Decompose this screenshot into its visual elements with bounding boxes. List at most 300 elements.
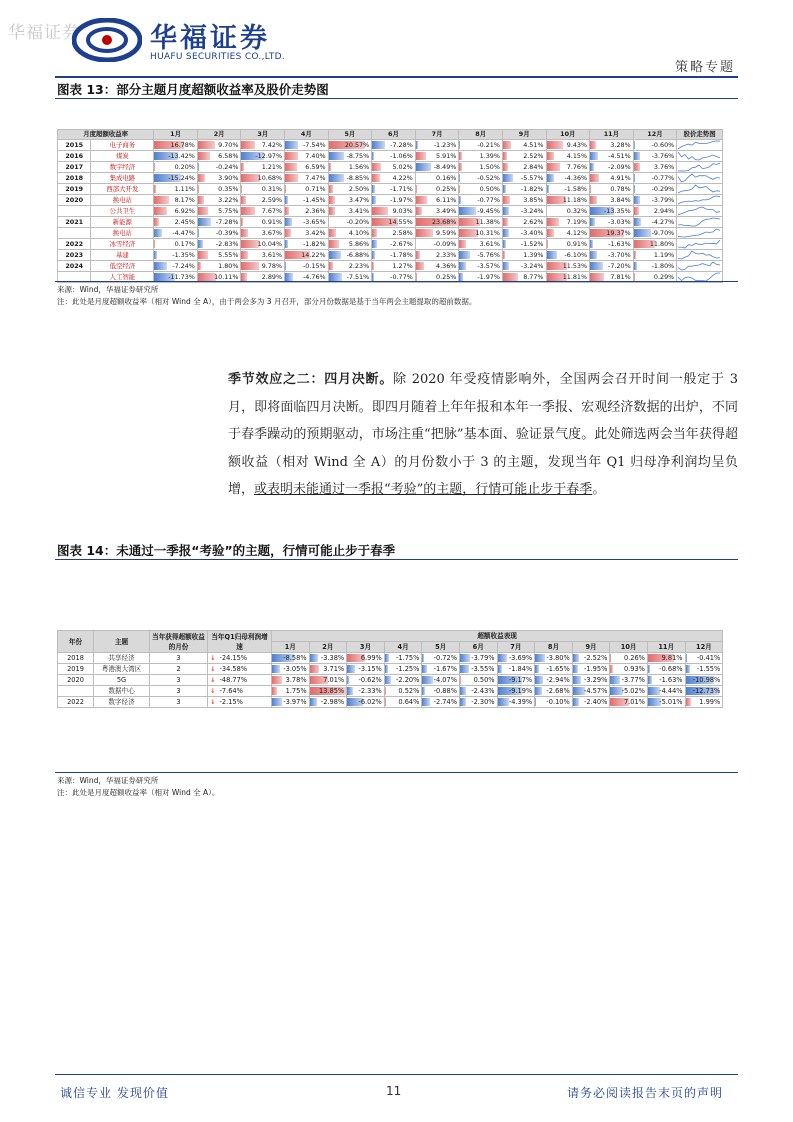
excess-return-cell: [647, 664, 685, 675]
data-bar: [285, 196, 288, 204]
excess-return-value: 3.41%: [348, 206, 370, 215]
excess-return-cell: [633, 140, 677, 151]
month-header: 9月: [572, 642, 610, 653]
table-row: [58, 686, 723, 697]
table-row: [58, 239, 723, 250]
excess-return-cell: [328, 173, 372, 184]
excess-return-cell: [372, 173, 416, 184]
data-bar: [634, 229, 651, 237]
table-row: [58, 195, 723, 206]
excess-return-value: -1.63%: [608, 239, 631, 248]
excess-return-cell: [197, 140, 241, 151]
excess-return-value: -3.77%: [621, 676, 645, 684]
data-bar: [154, 207, 166, 215]
table-row: [58, 206, 723, 217]
excess-return-value: -1.95%: [584, 665, 608, 673]
excess-return-value: -5.02%: [621, 687, 645, 695]
data-bar: [416, 196, 427, 204]
excess-return-cell: [272, 653, 310, 664]
data-bar: [329, 174, 345, 182]
trend-line: [678, 218, 720, 226]
year-cell: 2015: [58, 140, 91, 151]
excess-return-cell: [497, 686, 535, 697]
data-bar: [503, 207, 509, 215]
data-bar: [573, 698, 579, 706]
excess-return-cell: [415, 239, 459, 250]
data-bar: [285, 229, 291, 237]
data-bar: [503, 262, 509, 270]
excess-return-value: -4.44%: [659, 687, 683, 695]
excess-return-cell: [633, 173, 677, 184]
excess-return-cell: [502, 250, 546, 261]
excess-return-cell: [546, 195, 590, 206]
theme-cell: 西部大开发: [91, 184, 154, 195]
data-bar: [422, 687, 424, 695]
trend-sparkline-cell: [677, 261, 723, 272]
excess-return-value: 2.33%: [436, 250, 457, 259]
excess-return-value: 20.57%: [344, 140, 370, 149]
excess-return-value: 14.55%: [388, 217, 413, 226]
trend-sparkline-cell: [677, 162, 723, 173]
theme-cell: 人工智能: [91, 272, 154, 283]
data-bar: [503, 196, 510, 204]
excess-return-cell: [347, 697, 385, 708]
excess-return-value: -3.70%: [608, 250, 631, 259]
data-bar: [372, 207, 388, 215]
q1-growth-cell: [208, 653, 272, 664]
data-bar: [459, 174, 460, 182]
excess-return-value: 0.16%: [436, 173, 457, 182]
excess-return-value: -4.76%: [303, 272, 326, 281]
excess-return-cell: [372, 151, 416, 162]
table-row: [58, 697, 723, 708]
figure-14-title: 图表 14：未通过一季报“考验”的主题，行情可能止步于春季: [57, 543, 396, 558]
excess-return-cell: [415, 195, 459, 206]
footer-disclaimer: 请务必阅读报告末页的声明: [566, 1086, 723, 1100]
trend-sparkline: [677, 151, 721, 161]
excess-return-cell: [459, 675, 497, 686]
down-arrow-icon: ↓: [210, 654, 216, 662]
data-bar: [310, 654, 319, 662]
excess-return-cell: [241, 217, 285, 228]
header-theme: 主题: [94, 631, 150, 653]
excess-return-cell: [285, 151, 329, 162]
excess-return-cell: [285, 261, 329, 272]
excess-return-value: -0.77%: [477, 195, 500, 204]
data-bar: [329, 251, 341, 259]
excess-return-value: 1.27%: [392, 261, 413, 270]
excess-return-value: 6.11%: [436, 195, 457, 204]
excess-return-value: -4.27%: [651, 217, 675, 226]
data-bar: [648, 665, 650, 673]
excess-return-value: 7.42%: [261, 140, 283, 149]
excess-return-cell: [197, 151, 241, 162]
data-bar: [154, 218, 158, 226]
excess-return-value: -2.74%: [433, 698, 457, 706]
trend-line: [678, 240, 720, 248]
excess-return-value: -1.23%: [433, 140, 457, 149]
excess-return-cell: [502, 228, 546, 239]
data-bar: [503, 152, 507, 160]
excess-return-value: -4.07%: [433, 676, 457, 684]
data-bar: [498, 654, 508, 662]
excess-return-cell: [415, 162, 459, 173]
excess-return-cell: [459, 184, 503, 195]
excess-return-value: 1.19%: [653, 250, 675, 259]
data-bar: [272, 687, 277, 695]
table-row: [58, 675, 723, 686]
month-header: 11月: [647, 642, 685, 653]
excess-month-count-cell: 3: [150, 675, 208, 686]
year-cell: 2020: [58, 195, 91, 206]
excess-return-cell: [546, 151, 590, 162]
excess-return-value: 2.23%: [348, 261, 370, 270]
data-bar: [347, 665, 355, 673]
excess-return-cell: [590, 140, 634, 151]
excess-return-cell: [502, 151, 546, 162]
theme-cell: 电子商务: [91, 140, 154, 151]
excess-return-value: -0.72%: [433, 654, 457, 662]
excess-return-cell: [154, 217, 198, 228]
trend-sparkline-cell: [677, 228, 723, 239]
q1-growth-cell: [208, 686, 272, 697]
excess-return-value: 10.04%: [257, 239, 283, 248]
watermark: 华福证券: [8, 23, 80, 43]
excess-return-cell: [154, 162, 198, 173]
data-bar: [634, 174, 635, 182]
trend-sparkline: [677, 173, 721, 183]
data-bar: [634, 273, 635, 281]
trend-sparkline-cell: [677, 173, 723, 184]
excess-return-cell: [328, 228, 372, 239]
excess-return-cell: [502, 195, 546, 206]
data-bar: [285, 273, 293, 281]
table-row: [58, 217, 723, 228]
excess-return-value: -1.65%: [546, 665, 570, 673]
down-arrow-icon: ↓: [210, 676, 216, 684]
month-header: 10月: [610, 642, 648, 653]
data-bar: [547, 163, 561, 171]
excess-return-value: -1.06%: [390, 151, 413, 160]
table-row: [58, 228, 723, 239]
excess-return-value: -1.82%: [520, 184, 544, 193]
excess-return-cell: [241, 261, 285, 272]
trend-sparkline-cell: [677, 195, 723, 206]
excess-return-value: 7.81%: [610, 272, 631, 281]
excess-return-cell: [502, 162, 546, 173]
excess-return-cell: [285, 184, 329, 195]
excess-return-cell: [422, 653, 460, 664]
trend-sparkline: [677, 206, 721, 216]
table-row: [58, 653, 723, 664]
excess-return-value: 3.28%: [610, 140, 631, 149]
excess-return-cell: [285, 173, 329, 184]
excess-return-value: -1.97%: [390, 195, 413, 204]
excess-return-value: -7.54%: [303, 140, 326, 149]
excess-return-cell: [328, 217, 372, 228]
excess-return-value: -12.97%: [255, 151, 283, 160]
excess-return-cell: [309, 675, 347, 686]
excess-return-value: -3.65%: [303, 217, 326, 226]
excess-return-cell: [459, 261, 503, 272]
excess-return-cell: [372, 261, 416, 272]
excess-return-value: 1.56%: [348, 162, 370, 171]
excess-return-value: 13.85%: [319, 687, 345, 695]
excess-return-cell: [685, 697, 723, 708]
excess-return-cell: [415, 228, 459, 239]
trend-sparkline: [677, 250, 721, 260]
trend-sparkline: [677, 195, 721, 205]
excess-return-value: 4.12%: [566, 228, 588, 237]
month-header: 4月: [384, 642, 422, 653]
excess-return-cell: [459, 173, 503, 184]
excess-return-value: 1.80%: [218, 261, 239, 270]
excess-return-value: -3.97%: [283, 698, 307, 706]
data-bar: [372, 174, 379, 182]
data-bar: [241, 207, 255, 215]
excess-return-cell: [154, 184, 198, 195]
excess-return-value: 1.39%: [479, 151, 500, 160]
excess-return-cell: [241, 140, 285, 151]
excess-return-cell: [590, 151, 634, 162]
trend-line: [678, 273, 720, 281]
excess-return-cell: [241, 184, 285, 195]
excess-return-cell: [610, 697, 648, 708]
data-bar: [385, 665, 388, 673]
excess-return-value: -1.82%: [303, 239, 326, 248]
data-bar: [460, 676, 461, 684]
excess-return-value: -3.15%: [358, 665, 382, 673]
year-cell: 2023: [58, 250, 91, 261]
figure-13-bottom-rule: [55, 281, 738, 282]
data-bar: [385, 687, 386, 695]
excess-return-cell: [415, 206, 459, 217]
excess-return-value: -1.52%: [520, 239, 544, 248]
excess-return-value: -0.41%: [696, 654, 721, 662]
data-bar: [573, 687, 585, 695]
excess-return-cell: [459, 239, 503, 250]
excess-return-value: 0.17%: [174, 239, 195, 248]
data-bar: [198, 218, 211, 226]
excess-return-value: -8.58%: [283, 654, 307, 662]
excess-return-value: 0.52%: [398, 687, 420, 695]
excess-return-cell: [633, 261, 677, 272]
excess-return-value: -3.80%: [546, 654, 570, 662]
excess-return-cell: [197, 250, 241, 261]
excess-return-cell: [610, 686, 648, 697]
excess-return-value: -3.79%: [471, 654, 495, 662]
excess-return-cell: [546, 140, 590, 151]
excess-return-cell: [572, 686, 610, 697]
q1-growth-cell: [208, 675, 272, 686]
down-arrow-icon: ↓: [210, 687, 216, 695]
data-bar: [347, 687, 353, 695]
figure-13-source: 来源：Wind，华福证券研究所: [57, 285, 159, 294]
excess-return-value: -3.03%: [608, 217, 631, 226]
excess-return-value: -8.85%: [346, 173, 370, 182]
excess-return-cell: [633, 162, 677, 173]
excess-return-cell: [154, 151, 198, 162]
excess-return-value: -1.71%: [390, 184, 413, 193]
excess-month-count-cell: 2: [150, 664, 208, 675]
header-excess-performance: 超额收益表现: [272, 631, 723, 642]
data-bar: [241, 273, 246, 281]
data-bar: [547, 174, 555, 182]
excess-return-cell: [154, 239, 198, 250]
excess-return-cell: [459, 151, 503, 162]
trend-sparkline-cell: [677, 250, 723, 261]
excess-return-value: -1.45%: [303, 195, 326, 204]
excess-return-value: -0.52%: [477, 173, 500, 182]
q1-growth-value: -2.15%: [219, 698, 243, 706]
data-bar: [422, 654, 424, 662]
excess-return-cell: [633, 217, 677, 228]
excess-return-value: 2.50%: [348, 184, 370, 193]
data-bar: [385, 698, 387, 706]
year-cell: 2019: [58, 664, 94, 675]
data-bar: [241, 218, 243, 226]
data-bar: [198, 141, 215, 149]
paragraph-lead: 季节效应之二：四月决断。: [228, 372, 394, 387]
excess-return-value: -7.20%: [608, 261, 631, 270]
data-bar: [329, 185, 333, 193]
data-bar: [285, 163, 297, 171]
table-row: [58, 261, 723, 272]
data-bar: [272, 676, 282, 684]
data-bar: [460, 654, 470, 662]
excess-return-value: 4.22%: [392, 173, 413, 182]
excess-return-cell: [272, 697, 310, 708]
data-bar: [241, 196, 246, 204]
excess-return-cell: [347, 653, 385, 664]
year-cell: 2022: [58, 697, 94, 708]
data-bar: [503, 240, 506, 248]
data-bar: [459, 251, 469, 259]
excess-return-value: -9.70%: [651, 228, 675, 237]
excess-return-value: -3.69%: [508, 654, 533, 662]
excess-return-value: 9.78%: [261, 261, 283, 270]
data-bar: [535, 665, 539, 673]
excess-return-cell: [459, 664, 497, 675]
excess-return-cell: [328, 162, 372, 173]
excess-return-value: 2.94%: [653, 206, 675, 215]
data-bar: [459, 273, 462, 281]
excess-return-cell: [384, 675, 422, 686]
excess-return-value: 10.31%: [475, 228, 500, 237]
data-bar: [285, 218, 291, 226]
excess-return-value: -1.78%: [390, 250, 413, 259]
excess-return-cell: [272, 664, 310, 675]
excess-return-value: -3.05%: [283, 665, 307, 673]
data-bar: [590, 141, 596, 149]
excess-return-value: -2.67%: [390, 239, 413, 248]
excess-return-value: 0.78%: [610, 184, 631, 193]
data-bar: [154, 262, 167, 270]
excess-return-cell: [309, 697, 347, 708]
data-bar: [198, 185, 199, 193]
excess-return-value: 6.92%: [174, 206, 195, 215]
excess-return-value: 10.68%: [257, 173, 283, 182]
trend-sparkline: [677, 228, 721, 238]
data-bar: [416, 262, 424, 270]
excess-return-cell: [572, 675, 610, 686]
data-bar: [241, 141, 254, 149]
excess-return-cell: [241, 162, 285, 173]
excess-return-cell: [285, 228, 329, 239]
data-bar: [573, 665, 578, 673]
excess-return-cell: [285, 206, 329, 217]
excess-return-value: 5.91%: [436, 151, 457, 160]
theme-cell: 共享经济: [94, 653, 150, 664]
excess-return-value: 1.11%: [174, 184, 195, 193]
data-bar: [503, 218, 508, 226]
figure-13-note: 注：此处是月度超额收益率（相对 Wind 全 A），由于两会多为 3 月召开，部分月份数据是基于当年两会主题提取的超前数据。: [57, 297, 477, 306]
excess-return-value: -2.30%: [471, 698, 495, 706]
data-bar: [416, 141, 418, 149]
excess-return-value: 6.59%: [305, 162, 326, 171]
data-bar: [154, 251, 156, 259]
excess-return-cell: [546, 173, 590, 184]
excess-return-cell: [459, 228, 503, 239]
q1-growth-value: -34.58%: [219, 665, 248, 673]
excess-return-cell: [546, 184, 590, 195]
excess-return-cell: [328, 151, 372, 162]
excess-return-cell: [309, 653, 347, 664]
excess-return-value: -6.10%: [564, 250, 588, 259]
trend-line: [678, 163, 720, 171]
data-bar: [241, 262, 258, 270]
q1-growth-value: -7.64%: [219, 687, 243, 695]
excess-return-value: 0.31%: [261, 184, 283, 193]
data-bar: [385, 654, 390, 662]
excess-return-value: 0.29%: [653, 272, 675, 281]
year-cell: 2019: [58, 184, 91, 195]
excess-return-value: -1.35%: [172, 250, 195, 259]
data-bar: [547, 207, 548, 215]
excess-return-cell: [633, 195, 677, 206]
data-bar: [272, 698, 282, 706]
excess-return-cell: [546, 250, 590, 261]
month-header: 5月: [328, 130, 372, 140]
excess-return-cell: [497, 653, 535, 664]
excess-return-cell: [415, 250, 459, 261]
data-bar: [590, 185, 591, 193]
data-bar: [535, 676, 543, 684]
excess-return-cell: [685, 653, 723, 664]
excess-return-cell: [154, 195, 198, 206]
figure-14-source: 来源：Wind，华福证券研究所: [57, 776, 159, 785]
excess-return-cell: [546, 206, 590, 217]
excess-return-value: -3.29%: [584, 676, 608, 684]
excess-return-cell: [633, 239, 677, 250]
excess-return-cell: [535, 664, 573, 675]
excess-return-cell: [459, 697, 497, 708]
excess-return-cell: [197, 217, 241, 228]
footer-divider: [55, 1074, 738, 1075]
excess-return-value: 3.90%: [218, 173, 239, 182]
data-bar: [372, 196, 375, 204]
data-bar: [285, 207, 289, 215]
excess-return-cell: [372, 140, 416, 151]
trend-sparkline-cell: [677, 217, 723, 228]
theme-cell: 数字经济: [94, 697, 150, 708]
excess-return-value: 3.78%: [285, 676, 307, 684]
table-row: [58, 184, 723, 195]
data-bar: [329, 196, 335, 204]
section-tag: 策略专题: [674, 60, 735, 75]
excess-return-value: 7.67%: [261, 206, 283, 215]
excess-return-cell: [633, 250, 677, 261]
